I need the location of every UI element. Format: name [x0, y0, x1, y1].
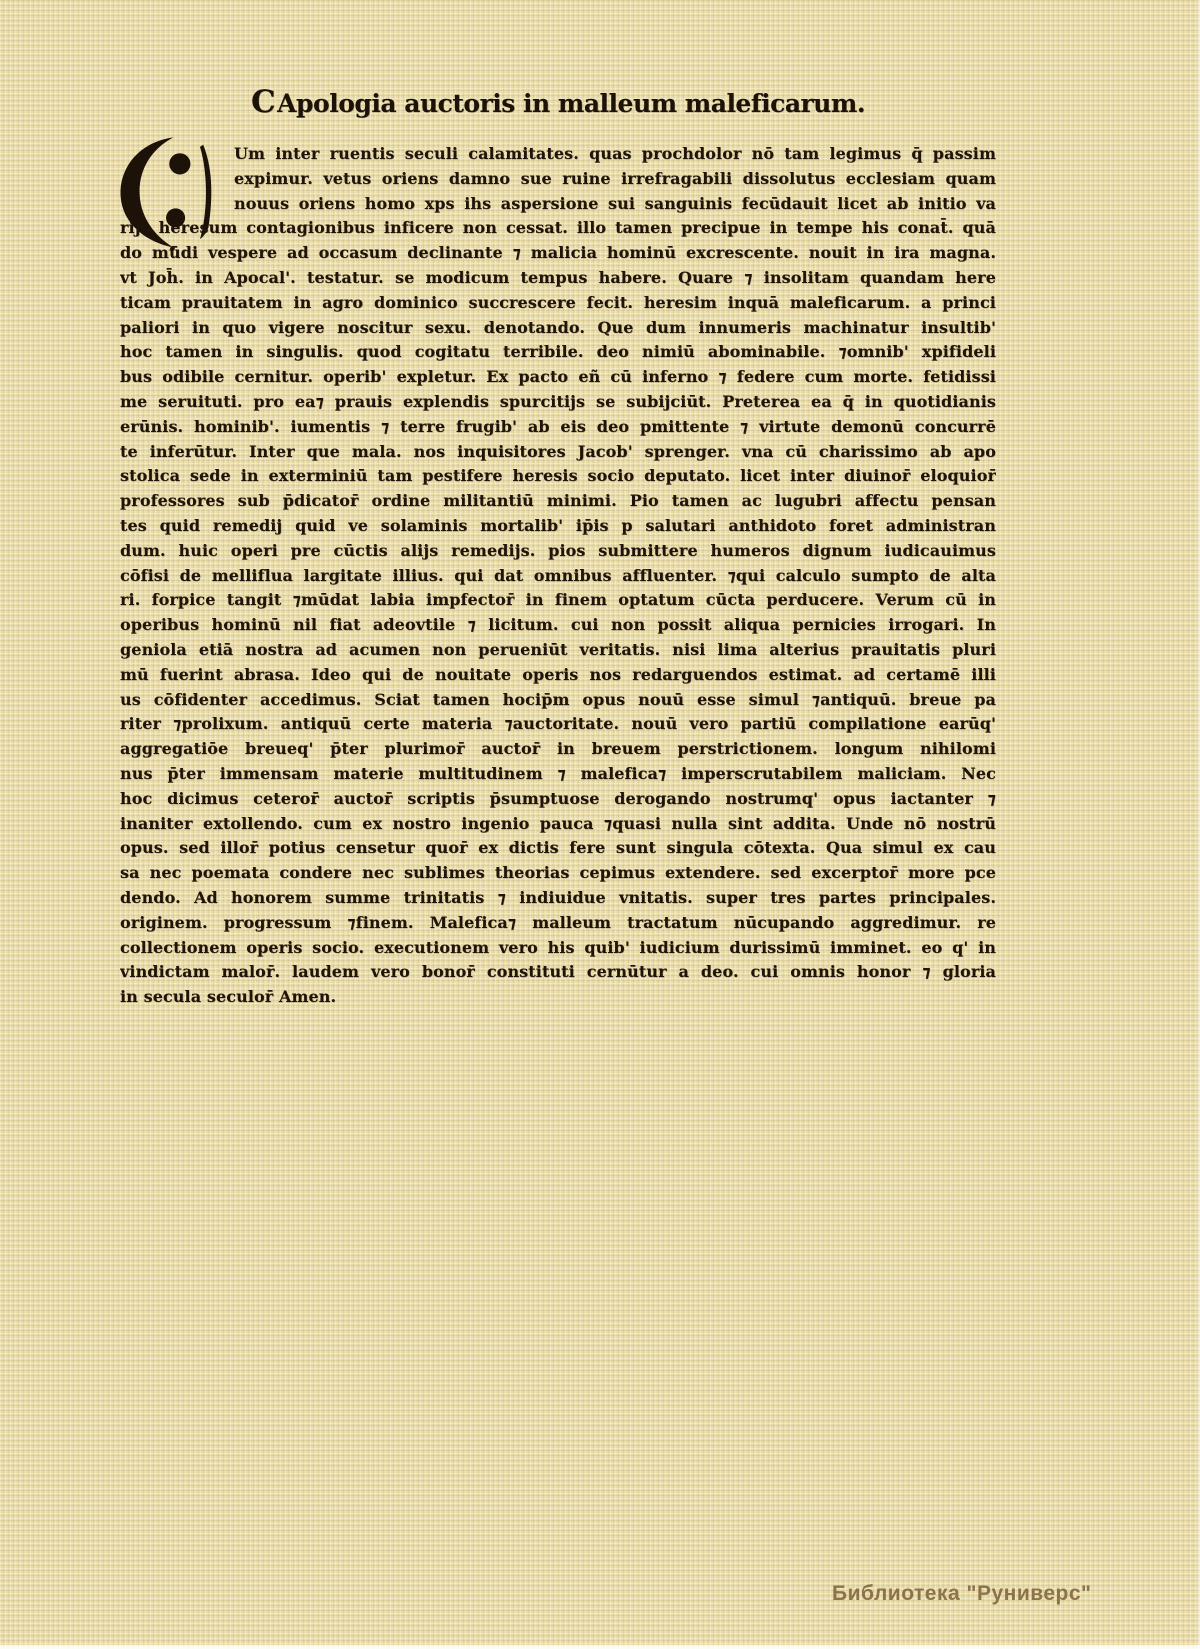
text-line: ri. forpice tangit ⁊mūdat labia impfector̄ in finem optatum cūcta perducere. Verum cū in [120, 590, 996, 610]
page-title [120, 84, 996, 120]
text-line: cōfisi de melliflua largitate illius. qui dat omnibus affluenter. ⁊qui calculo sumpto de alta [120, 565, 996, 585]
text-block [120, 142, 996, 1010]
text-line: dum. huic operi pre cūctis alijs remedijs. pios submittere humeros dignum iudicauimus [120, 540, 996, 560]
text-line: rijs heresum contagionibus inficere non cessat. illo tamen precipue in tempe his conat̄. quā [120, 218, 996, 238]
text-line: nouus oriens homo xps ihs aspersione sui sanguinis fecūdauit licet ab initio va [234, 193, 996, 213]
text-line: erūnis. hominib'. iumentis ⁊ terre frugib' ab eis deo pmittente ⁊ virtute demonū concurrē [120, 416, 996, 436]
text-line: tes quid remedij quid ve solaminis mortalib' ip̄is p salutari anthidoto foret administran [120, 515, 996, 535]
text-line: dendo. Ad honorem summe trinitatis ⁊ indiuidue vnitatis. super tres partes principales. [120, 887, 996, 907]
text-line: opus. sed illor̄ potius censetur quor̄ ex dictis fere sunt singula cōtexta. Qua simul ex cau [120, 838, 996, 858]
text-line: mū fuerint abrasa. Ideo qui de nouitate operis nos redarguendos estimat. ad certamē illi [120, 664, 996, 684]
text-line: aggregatiōe breueq' p̄ter plurimor̄ auctor̄ in breuem perstrictionem. longum nihilomi [120, 739, 996, 759]
text-line: Um inter ruentis seculi calamitates. quas prochdolor nō tam legimus q̄ passim [234, 144, 996, 163]
text-line: te inferūtur. Inter que mala. nos inquisitores Jacob' sprenger. vna cū charissimo ab apo [120, 441, 996, 461]
text-line: nus p̄ter immensam materie multitudinem ⁊ malefica⁊ imperscrutabilem maliciam. Nec [120, 763, 996, 783]
text-line: paliori in quo vigere noscitur sexu. denotando. Que dum innumeris machinatur insultib' [120, 317, 996, 337]
text-line: ticam prauitatem in agro dominico succrescere fecit. heresim inquā maleficarum. a princi [120, 292, 996, 312]
text-line: geniola etiā nostra ad acumen non perueniūt veritatis. nisi lima alterius prauitatis pluri [120, 639, 996, 659]
text-line: me seruituti. pro ea⁊ prauis explendis spurcitijs se subijciūt. Preterea ea q̄ in quotidianis [120, 391, 996, 411]
text-line: originem. progressum ⁊finem. Malefica⁊ malleum tractatum nūcupando aggredimur. re [120, 912, 996, 932]
text-line: professores sub p̄dicator̄ ordine militantiū minimi. Pio tamen ac lugubri affectu pensan [120, 491, 996, 511]
paragraph-mark: C [250, 84, 276, 120]
text-line: vt Joh̄. in Apocal'. testatur. se modicum tempus habere. Quare ⁊ insolitam quandam here [120, 267, 996, 287]
text-line: operibus hominū nil fiat adeovtile ⁊ licitum. cui non possit aliqua pernicies irrogari. In [120, 615, 996, 635]
body-lines [120, 142, 996, 1010]
text-line: bus odibile cernitur. operib' expletur. Ex pacto eñ cū inferno ⁊ federe cum morte. fetidissi [120, 367, 996, 387]
text-line: do mūdi vespere ad occasum declinante ⁊ malicia hominū excrescente. nouit in ira magna. [120, 243, 996, 263]
text-line: sa nec poemata condere nec sublimes theorias cepimus extendere. sed excerptor̄ more pce [120, 863, 996, 883]
text-line: expimur. vetus oriens damno sue ruine irrefragabili dissolutus ecclesiam quam [234, 168, 996, 188]
watermark-library-label: Библиотека "Руниверс" [832, 1582, 1092, 1605]
text-line: vindictam malor̄. laudem vero bonor̄ constituti cernūtur a deo. cui omnis honor ⁊ gloria [120, 962, 996, 982]
text-line: us cōfidenter accedimus. Sciat tamen hocip̄m opus nouū esse simul ⁊antiquū. breue pa [120, 689, 996, 709]
text-line: riter ⁊prolixum. antiquū certe materia ⁊auctoritate. nouū vero partiū compilatione earūq' [120, 714, 996, 734]
text-line: collectionem operis socio. executionem vero his quib' iudicium durissimū imminet. eo q' in [120, 937, 996, 957]
text-line: stolica sede in exterminiū tam pestifere heresis socio deputato. licet inter diuinor̄ eloquior̄ [120, 466, 996, 486]
text-line: hoc tamen in singulis. quod cogitatu terribile. deo nimiū abominabile. ⁊omnib' xpifideli [120, 342, 996, 362]
page-title-text: Apologia auctoris in malleum maleficarum. [277, 89, 866, 118]
text-line: in secula seculor̄ Amen. [120, 987, 337, 1007]
text-line: inaniter extollendo. cum ex nostro ingenio pauca ⁊quasi nulla sint addita. Unde nō nostrū [120, 813, 996, 833]
text-line: hoc dicimus ceteror̄ auctor̄ scriptis p̄sumptuose derogando nostrumq' opus iactanter ⁊ [120, 788, 996, 808]
